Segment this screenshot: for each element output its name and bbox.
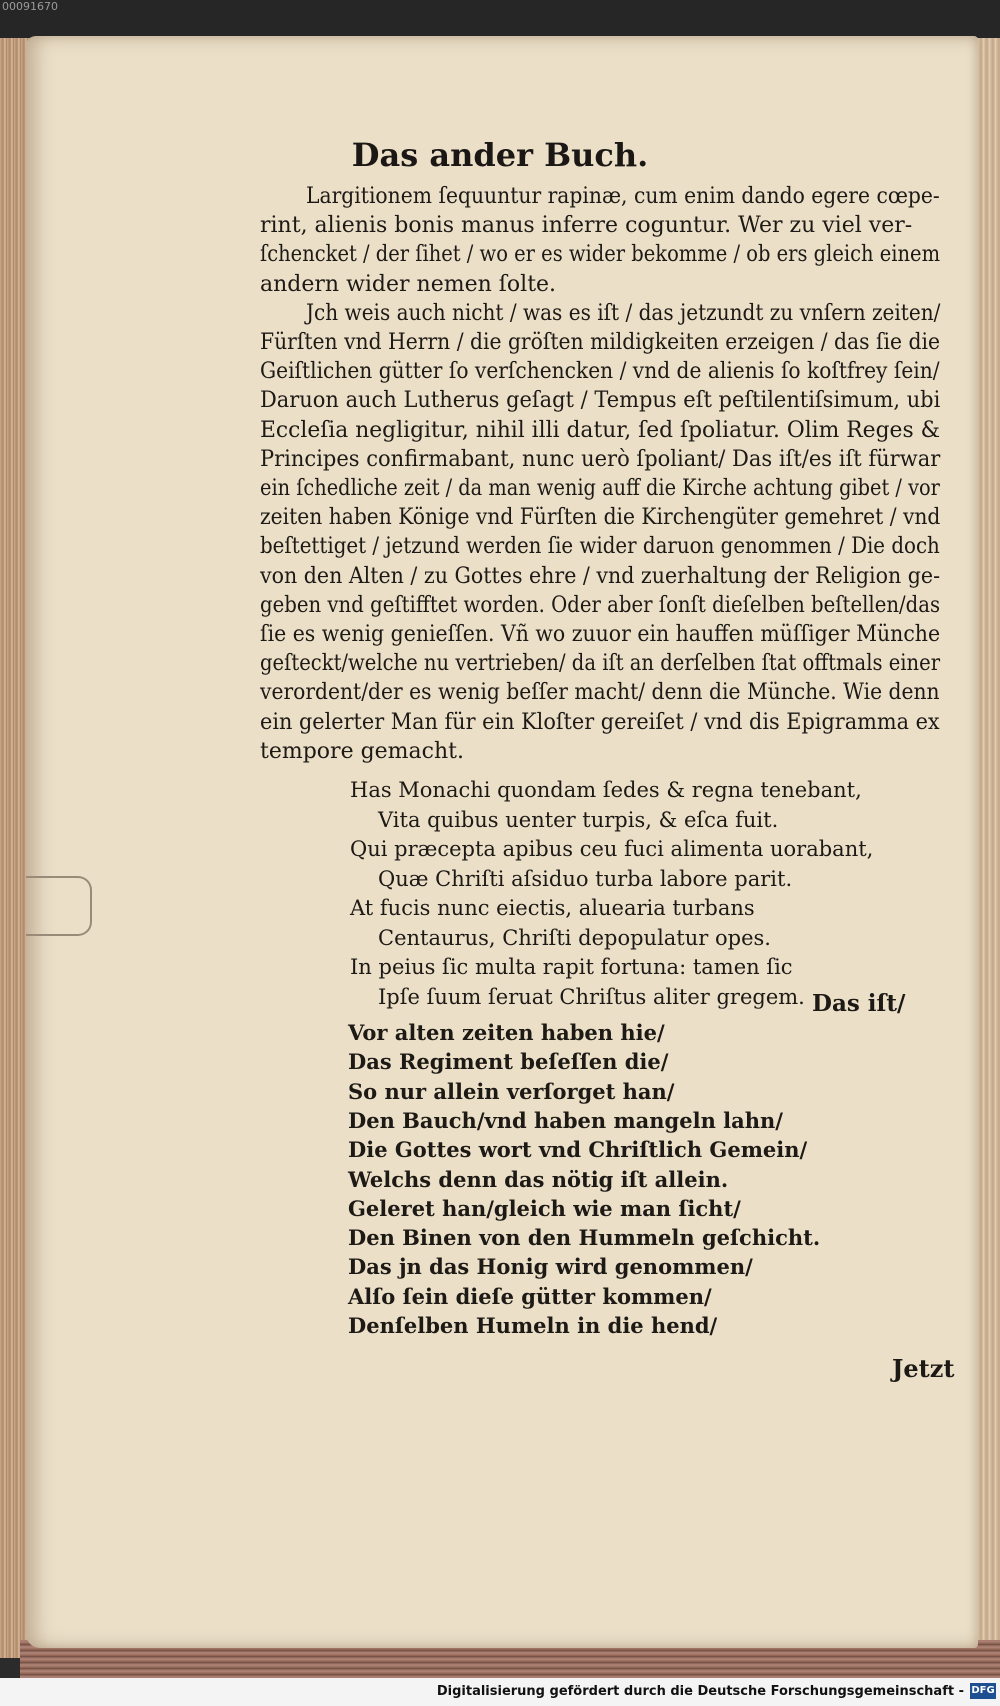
footer-credit: Digitalisierung gefördert durch die Deutsche Forschungsgemeinschaft -	[436, 1684, 964, 1699]
prose-line: beſtettiget / jetzund werden ſie wider daruon genommen / Die doch	[260, 534, 940, 560]
prose-line: andern wider nemen ſolte.	[260, 271, 557, 297]
prose-line: ſchencket / der ſihet / wo er es wider bekomme / ob ers gleich einem	[260, 242, 941, 268]
footer-strip	[0, 1678, 1000, 1706]
latin-line: Quæ Chriſti aſsiduo turba labore parit.	[378, 866, 793, 891]
prose-line: Eccleſia negligitur, nihil illi datur, ſed ſpoliatur. Olim Reges &	[260, 417, 940, 443]
german-line: Das jn das Honig wird genommen/	[348, 1254, 753, 1280]
german-line: Den Binen von den Hummeln geſchicht.	[348, 1225, 821, 1251]
german-line: Alſo ſein dieſe gütter kommen/	[348, 1283, 712, 1309]
latin-line: In peius ſic multa rapit fortuna: tamen ſic	[350, 955, 793, 979]
german-line: Vor alten zeiten haben hie/	[348, 1020, 665, 1045]
dfg-logo: DFG	[970, 1683, 996, 1699]
german-line: Die Gottes wort vnd Chriſtlich Gemein/	[348, 1137, 808, 1163]
scan-signature: 00091670	[2, 0, 58, 13]
prose-line: ſie es wenig genieſſen. Vñ wo zuuor ein hauffen müſſiger Münche	[260, 622, 941, 647]
german-line: Den Bauch/vnd haben mangeln lahn/	[348, 1107, 783, 1133]
latin-line: Qui præcepta apibus ceu fuci alimenta uorabant,	[350, 837, 874, 861]
prose-line: Fürſten vnd Herrn / die gröſten mildigkeiten erzeigen / das ſie die	[260, 330, 940, 355]
prose-line: verordent/der es wenig beſſer macht/ denn die Münche. Wie denn	[260, 680, 940, 706]
latin-line: Centaurus, Chriſti depopulatur opes.	[378, 925, 771, 950]
prose-line: Largitionem ſequuntur rapinæ, cum enim dando egere cœpe-	[306, 184, 940, 209]
latin-line: At fucis nunc eiectis, aluearia turbans	[350, 896, 755, 920]
prose-line: Principes confirmabant, nunc uerò ſpoliant/ Das iſt/es iſt fürwar	[260, 446, 941, 472]
prose-line: ein gelerter Man für ein Kloſter gereiſet / vnd dis Epigramma ex	[260, 709, 940, 735]
catchword: Jetzt	[892, 1354, 955, 1383]
prose-line: Jch weis auch nicht / was es iſt / das jetzundt zu vnſern zeiten/	[306, 300, 941, 326]
prose-line: Daruon auch Lutherus geſagt / Tempus eſt peſtilentiſsimum, ubi	[260, 388, 941, 414]
german-line: Geleret han/gleich wie man ſicht/	[348, 1195, 741, 1221]
page-header: Das ander Buch.	[351, 136, 649, 174]
prose-line: zeiten haben Könige vnd Fürſten die Kirchengüter gemehret / vnd	[260, 505, 941, 531]
latin-line: Has Monachi quondam ſedes & regna tenebant,	[350, 778, 862, 802]
prose-line: von den Alten / zu Gottes ehre / vnd zuerhaltung der Religion ge-	[260, 563, 941, 589]
latin-line: Ipſe ſuum ſeruat Chriſtus aliter gregem.	[378, 984, 805, 1009]
verse-tail: Das iſt/	[812, 990, 906, 1017]
german-line: Denſelben Humeln in die hend/	[348, 1313, 718, 1338]
prose-line: Geiſtlichen gütter ſo verſchencken / vnd de alienis ſo koſtfrey ſein/	[260, 359, 940, 385]
page-clip-mark	[26, 876, 92, 936]
german-line: Welchs denn das nötig iſt allein.	[348, 1166, 729, 1192]
prose-line: rint, alienis bonis manus inferre coguntur. Wer zu viel ver-	[260, 213, 913, 239]
prose-line: tempore gemacht.	[260, 738, 464, 764]
prose-line: ein ſchedliche zeit / da man wenig auff die Kirche achtung gibet / vor	[260, 476, 940, 501]
german-line: Das Regiment beſeſſen die/	[348, 1049, 669, 1075]
prose-line: geben vnd geſtifftet worden. Oder aber ſonſt dieſelben beſtellen/das	[260, 592, 941, 618]
latin-line: Vita quibus uenter turpis, & eſca fuit.	[378, 807, 779, 832]
prose-line: geſteckt/welche nu vertrieben/ da iſt an derſelben ſtat offtmals einer	[260, 651, 941, 677]
german-line: So nur allein verſorget han/	[348, 1078, 675, 1104]
